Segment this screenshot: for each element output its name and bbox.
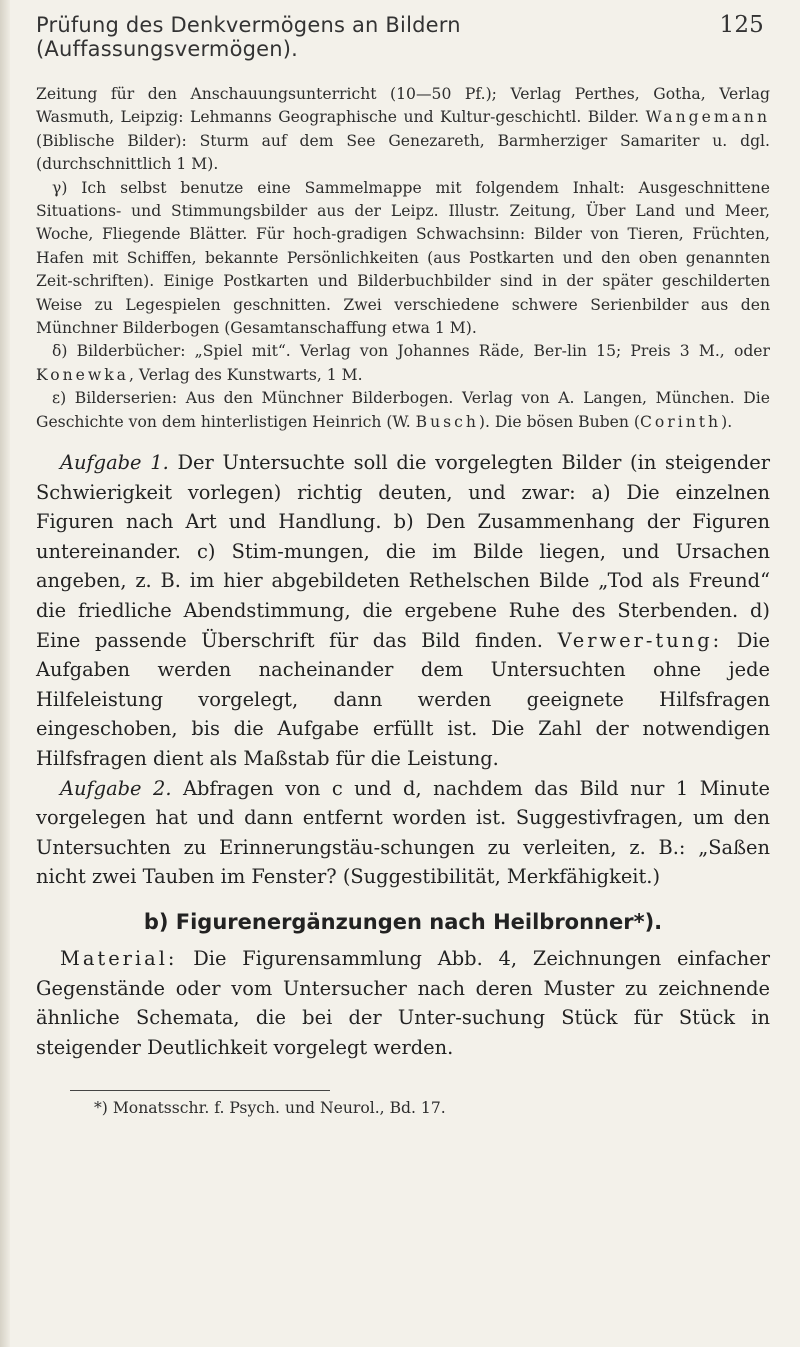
author-name: Busch	[415, 412, 479, 431]
author-name: Corinth	[639, 412, 722, 431]
task-label: Aufgabe 1.	[60, 451, 169, 475]
main-text-section	[36, 448, 770, 1062]
paragraph-delta: δ) Bilderbücher: „Spiel mit“. Verlag von Johannes Räde, Ber-lin 15; Preis 3 M., oder Konewka, Verlag des Kunstwarts, 1 M.	[36, 342, 770, 384]
author-name: Wangemann	[645, 108, 770, 127]
paragraph-gamma: γ) Ich selbst benutze eine Sammelmappe mit folgendem Inhalt: Ausgeschnittene Situations- und Stimmungsbilder aus der Leipz. Illustr. Zeitung, Über Land und Meer, Woche, Fliegende Blätter. Für hoch-gradigen Schwachsinn: Bilder von Tieren, Früchten, Hafen mit Schiffen, bekannte Persönlichkeiten (aus Postkarten und den oben genannten Zeit-schriften). Einige Postkarten und Bilderbuchbilder sind in der später geschilderten Weise zu Legespielen geschnitten. Zwei verschiedene schwere Serienbilder aus den Münchner Bilderbogen (Gesamtanschaffung etwa 1 M).	[36, 178, 770, 338]
verwertung-label: Verwer-tung:	[557, 628, 723, 652]
running-header	[36, 12, 770, 61]
section-heading: b) Figurenergänzungen nach Heilbronner*).	[143, 910, 663, 934]
paragraph-zeitung: Zeitung für den Anschauungsunterricht (10—50 Pf.); Verlag Perthes, Gotha, Verlag Wasmuth, Leipzig: Lehmanns Geographische und Kultur-geschichtl. Bilder. Wangemann (Biblische Bilder): Sturm auf dem See Genezareth, Barmherziger Samariter u. dgl. (durchschnittlich 1 M).	[36, 85, 770, 174]
footnote: *) Monatsschr. f. Psych. und Neurol., Bd. 17.	[94, 1099, 446, 1118]
material-label: Material:	[60, 947, 178, 970]
small-print-section	[36, 83, 770, 434]
page-number: 125	[719, 12, 764, 38]
paragraph-aufgabe-1: Aufgabe 1. Der Untersuchte soll die vorgelegten Bilder (in steigender Schwierigkeit vorlegen) richtig deuten, und zwar: a) Die einzelnen Figuren nach Art und Handlung. b) Den Zusammenhang der Figuren untereinander. c) Stim-mungen, die im Bilde liegen, und Ursachen angeben, z. B. im hier abgebildeten Rethelschen Bilde „Tod als Freund“ die friedliche Abendstimmung, die ergebene Ruhe des Sterbenden. d) Eine passende Überschrift für das Bild finden. Verwer-tung: Die Aufgaben werden nacheinander dem Untersuchten ohne jede Hilfeleistung vorgelegt, dann werden geeignete Hilfsfragen eingeschoben, bis die Aufgabe erfüllt ist. Die Zahl der notwendigen Hilfsfragen dient als Maßstab für die Leistung.	[36, 451, 770, 771]
page-spine-shadow	[0, 0, 10, 1347]
footnote-rule	[70, 1090, 330, 1091]
author-name: Konewka	[36, 365, 129, 384]
running-title: Prüfung des Denkvermögens an Bildern (Auffassungsvermögen).	[36, 13, 461, 61]
paragraph-aufgabe-2: Aufgabe 2. Abfragen von c und d, nachdem das Bild nur 1 Minute vorgelegen hat und dann entfernt worden ist. Suggestivfragen, um den Untersuchten zu Erinnerungstäu-schungen zu verleiten, z. B.: „Saßen nicht zwei Tauben im Fenster? (Suggestibilität, Merkfähigkeit.)	[36, 776, 770, 889]
paragraph-material: Material: Die Figurensammlung Abb. 4, Zeichnungen einfacher Gegenstände oder vom Untersucher nach deren Muster zu zeichnende ähnliche Schemata, die bei der Unter-suchung Stück für Stück in steigender Deutlichkeit vorgelegt werden.	[36, 947, 770, 1059]
paragraph-epsilon: ε) Bilderserien: Aus den Münchner Bilderbogen. Verlag von A. Langen, München. Die Geschichte von dem hinterlistigen Heinrich (W. Busch). Die bösen Buben (Corinth).	[36, 389, 770, 431]
task-label: Aufgabe 2.	[60, 776, 172, 800]
